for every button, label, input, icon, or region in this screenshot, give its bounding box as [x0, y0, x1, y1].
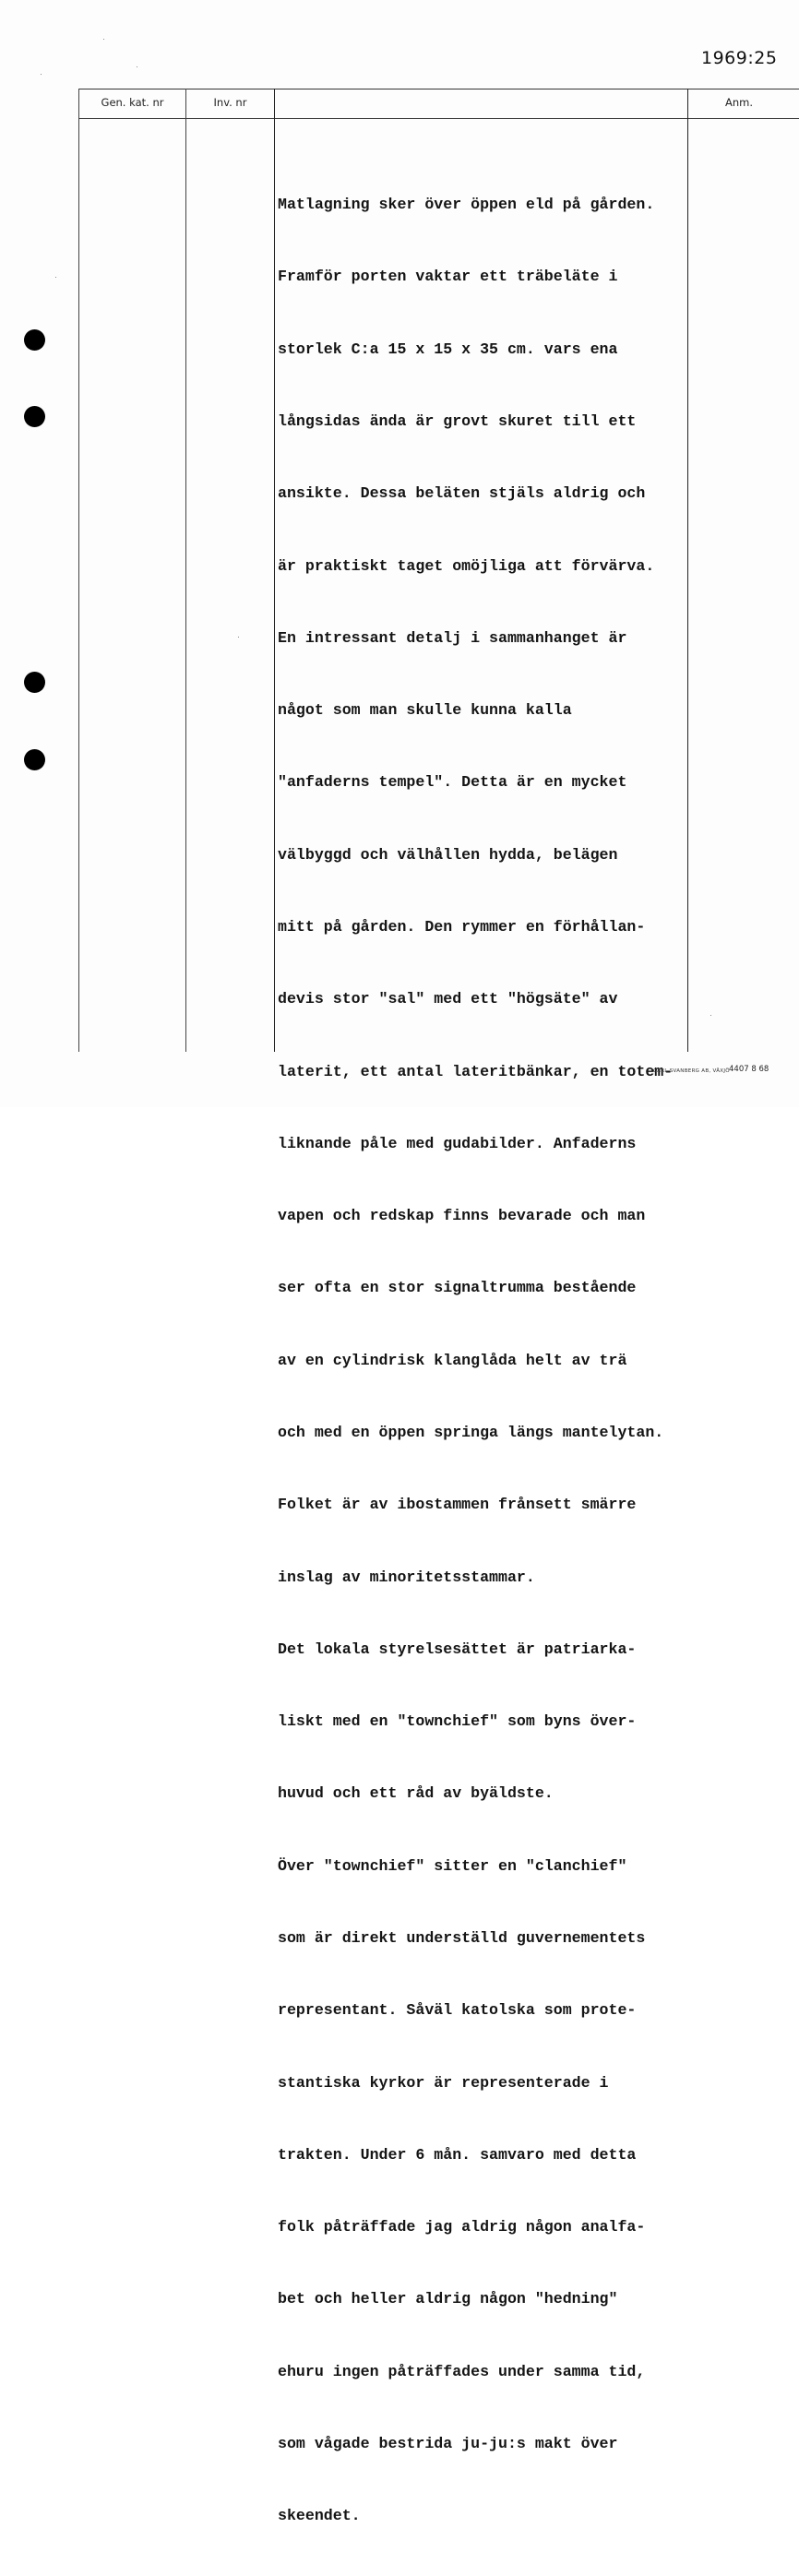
- document-number: 1969:25: [701, 48, 778, 68]
- text-line: storlek C:a 15 x 15 x 35 cm. vars ena: [278, 340, 618, 358]
- scan-speck: [710, 1015, 711, 1016]
- text-line: välbyggd och välhållen hydda, belägen: [278, 845, 618, 864]
- punch-hole: [24, 406, 45, 427]
- text-line: av en cylindrisk klanglåda helt av trä: [278, 1351, 627, 1369]
- text-line: representant. Såväl katolska som prote-: [278, 2001, 637, 2020]
- text-line: ansikte. Dessa beläten stjäls aldrig och: [278, 484, 646, 503]
- text-line: laterit, ett antal lateritbänkar, en totem-: [278, 1062, 674, 1080]
- typewritten-description: [278, 145, 702, 2576]
- scan-speck: [103, 39, 104, 40]
- text-line: liknande påle med gudabilder. Anfaderns: [278, 1134, 637, 1152]
- text-line: som är direkt underställd guvernementets: [278, 1928, 646, 1947]
- punch-hole: [24, 749, 45, 770]
- text-line: Folket är av ibostammen frånsett smärre: [278, 1496, 637, 1514]
- punch-hole: [24, 329, 45, 351]
- text-line: Det lokala styrelsesättet är patriarka-: [278, 1640, 637, 1658]
- column-divider-left: [78, 89, 79, 1052]
- text-line: devis stor "sal" med ett "högsäte" av: [278, 990, 618, 1008]
- scan-speck: [55, 277, 56, 278]
- text-line: och med en öppen springa längs mantelytan.: [278, 1423, 664, 1441]
- text-line: Över "townchief" sitter en "clanchief": [278, 1856, 627, 1875]
- scan-speck: [41, 74, 42, 75]
- text-line: stantiska kyrkor är representerade i: [278, 2073, 609, 2092]
- text-line: vapen och redskap finns bevarade och man: [278, 1207, 646, 1225]
- header-inv-nr: Inv. nr: [213, 96, 247, 109]
- text-line: folk påträffade jag aldrig någon analfa-: [278, 2218, 646, 2236]
- text-line: som vågade bestrida ju-ju:s makt över: [278, 2434, 618, 2452]
- form-code: 4407 8 68: [729, 1065, 769, 1074]
- text-line: något som man skulle kunna kalla: [278, 701, 572, 720]
- text-line: är praktiskt taget omöjliga att förvärva.: [278, 556, 655, 575]
- text-line: skeendet.: [278, 2507, 361, 2525]
- text-line: mitt på gården. Den rymmer en förhållan-: [278, 918, 646, 936]
- text-line: En intressant detalj i sammanhanget är: [278, 628, 627, 647]
- text-line: inslag av minoritetsstammar.: [278, 1568, 535, 1586]
- header-anm: Anm.: [724, 96, 753, 109]
- punch-hole: [24, 672, 45, 693]
- text-line: huvud och ett råd av byäldste.: [278, 1784, 554, 1803]
- printer-imprint: CARL SVANBERG AB, VÄXJÖ: [653, 1068, 730, 1074]
- text-line: Framför porten vaktar ett träbeläte i: [278, 268, 618, 286]
- scan-speck: [238, 637, 239, 638]
- text-line: ehuru ingen påträffades under samma tid,: [278, 2362, 646, 2380]
- header-gen-kat-nr: Gen. kat. nr: [101, 96, 164, 109]
- text-line: Matlagning sker över öppen eld på gården.: [278, 196, 655, 214]
- text-line: långsidas ända är grovt skuret till ett: [278, 412, 637, 431]
- text-line: trakten. Under 6 mån. samvaro med detta: [278, 2145, 637, 2164]
- text-line: bet och heller aldrig någon "hedning": [278, 2290, 618, 2308]
- text-line: liskt med en "townchief" som byns över-: [278, 1712, 637, 1731]
- column-divider-inv-text: [274, 89, 275, 1052]
- header-bottom-rule: [78, 118, 799, 119]
- text-line: "anfaderns tempel". Detta är en mycket: [278, 773, 627, 792]
- text-line: ser ofta en stor signaltrumma bestående: [278, 1279, 637, 1297]
- column-divider-gen-inv: [185, 89, 186, 1052]
